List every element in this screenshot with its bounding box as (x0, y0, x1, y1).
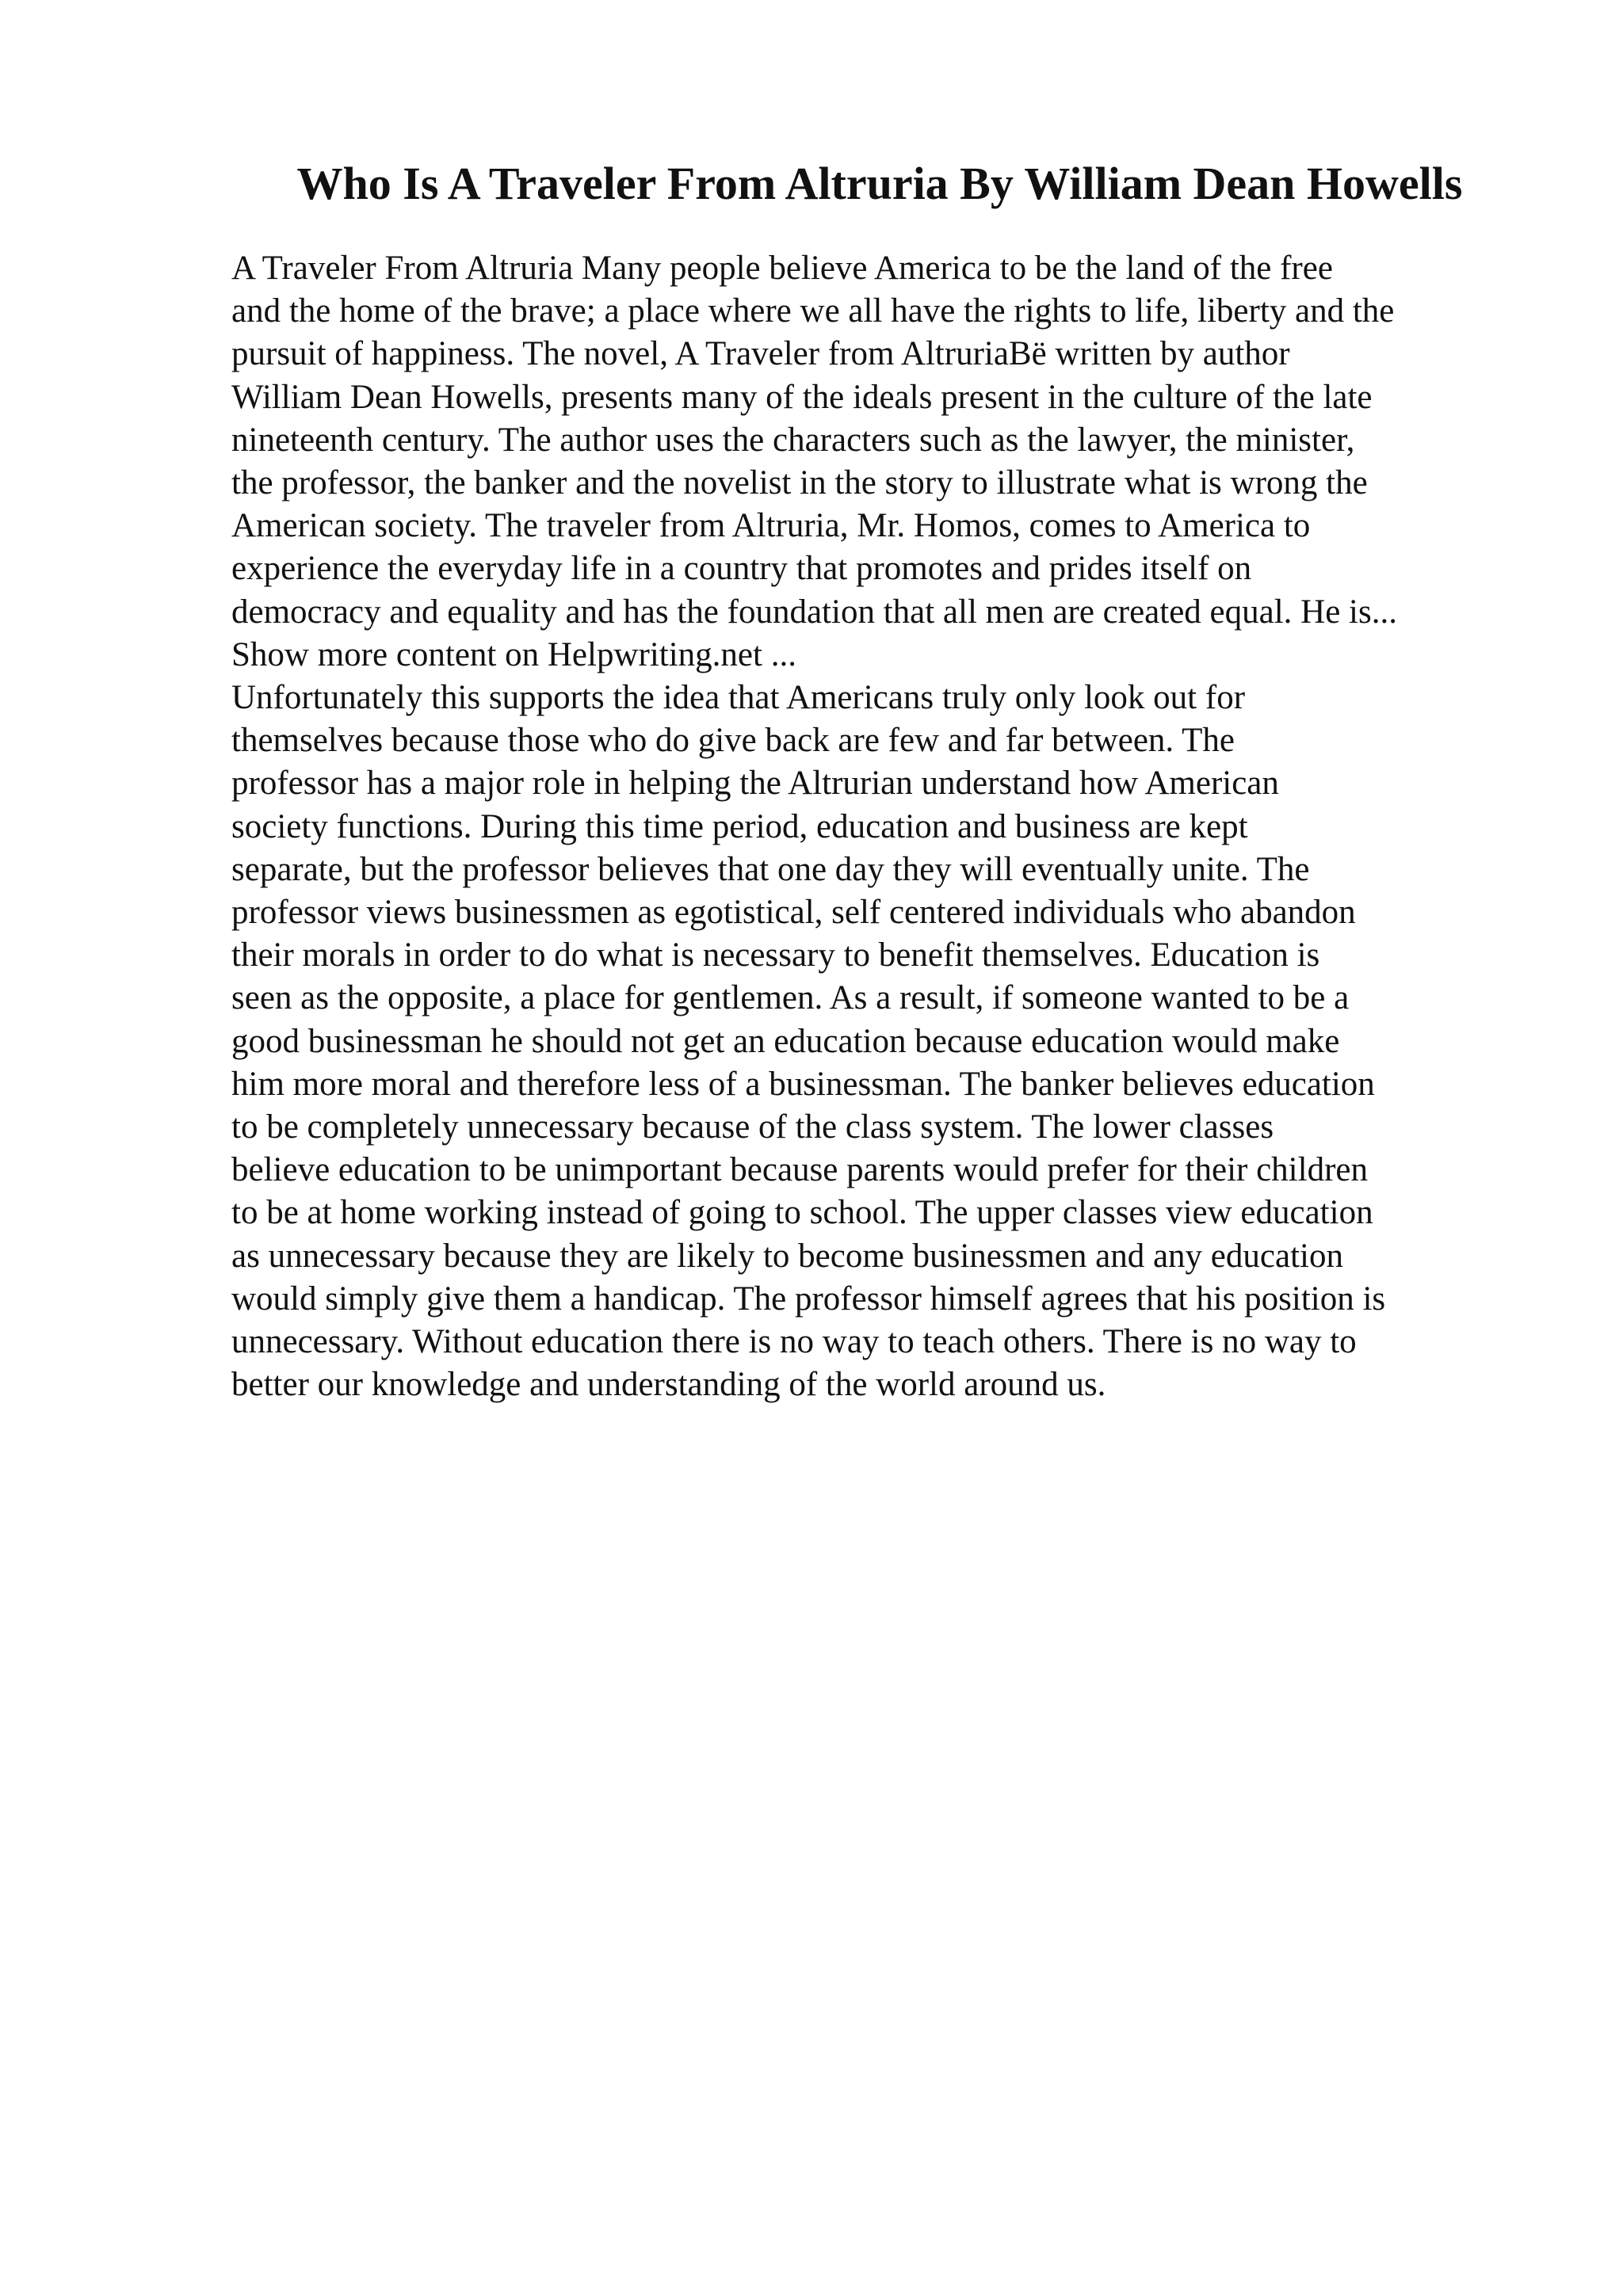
text-line: him more moral and therefore less of a businessman. The banker believes education (231, 1065, 1375, 1103)
text-line: unnecessary. Without education there is no way to teach others. There is no way to (231, 1323, 1357, 1361)
text-line: themselves because those who do give back are few and far between. The (231, 722, 1235, 760)
paragraph-1 (231, 247, 1531, 634)
document-body (231, 247, 1531, 1406)
text-line: good businessman he should not get an education because education would make (231, 1022, 1340, 1060)
text-line: to be completely unnecessary because of the class system. The lower classes (231, 1108, 1274, 1146)
text-line: better our knowledge and understanding of the world around us. (231, 1366, 1106, 1404)
document-title: Who Is A Traveler From Altruria By William Dean Howells (296, 158, 1463, 209)
text-line: and the home of the brave; a place where we all have the rights to life, liberty and the (231, 292, 1395, 330)
text-line: democracy and equality and has the foundation that all men are created equal. He is... (231, 593, 1397, 631)
text-line: pursuit of happiness. The novel, A Traveler from AltruriaBë written by author (231, 335, 1290, 373)
show-more-text: Show more content on Helpwriting.net ... (231, 635, 796, 673)
text-line: nineteenth century. The author uses the characters such as the lawyer, the minister, (231, 421, 1355, 459)
text-line: separate, but the professor believes that one day they will eventually unite. The (231, 850, 1310, 888)
text-line: William Dean Howells, presents many of the ideals present in the culture of the late (231, 378, 1373, 416)
text-line: professor has a major role in helping the Altrurian understand how American (231, 765, 1279, 803)
text-line: as unnecessary because they are likely to become businessmen and any education (231, 1237, 1343, 1275)
text-line: Unfortunately this supports the idea that Americans truly only look out for (231, 679, 1246, 717)
text-line: professor views businessmen as egotistical, self centered individuals who abandon (231, 894, 1356, 932)
text-line: would simply give them a handicap. The professor himself agrees that his position is (231, 1280, 1386, 1318)
paragraph-2 (231, 677, 1531, 1406)
text-line: seen as the opposite, a place for gentlemen. As a result, if someone wanted to be a (231, 979, 1350, 1017)
text-line: believe education to be unimportant because parents would prefer for their children (231, 1151, 1368, 1189)
text-line: the professor, the banker and the novelist in the story to illustrate what is wrong the (231, 464, 1368, 502)
text-line: experience the everyday life in a country that promotes and prides itself on (231, 550, 1252, 588)
text-line: their morals in order to do what is necessary to benefit themselves. Education is (231, 936, 1320, 974)
text-line: to be at home working instead of going to school. The upper classes view education (231, 1194, 1373, 1232)
text-line: society functions. During this time period, education and business are kept (231, 807, 1248, 845)
text-line: A Traveler From Altruria Many people believe America to be the land of the free (231, 250, 1333, 287)
text-line: American society. The traveler from Altruria, Mr. Homos, comes to America to (231, 507, 1311, 545)
